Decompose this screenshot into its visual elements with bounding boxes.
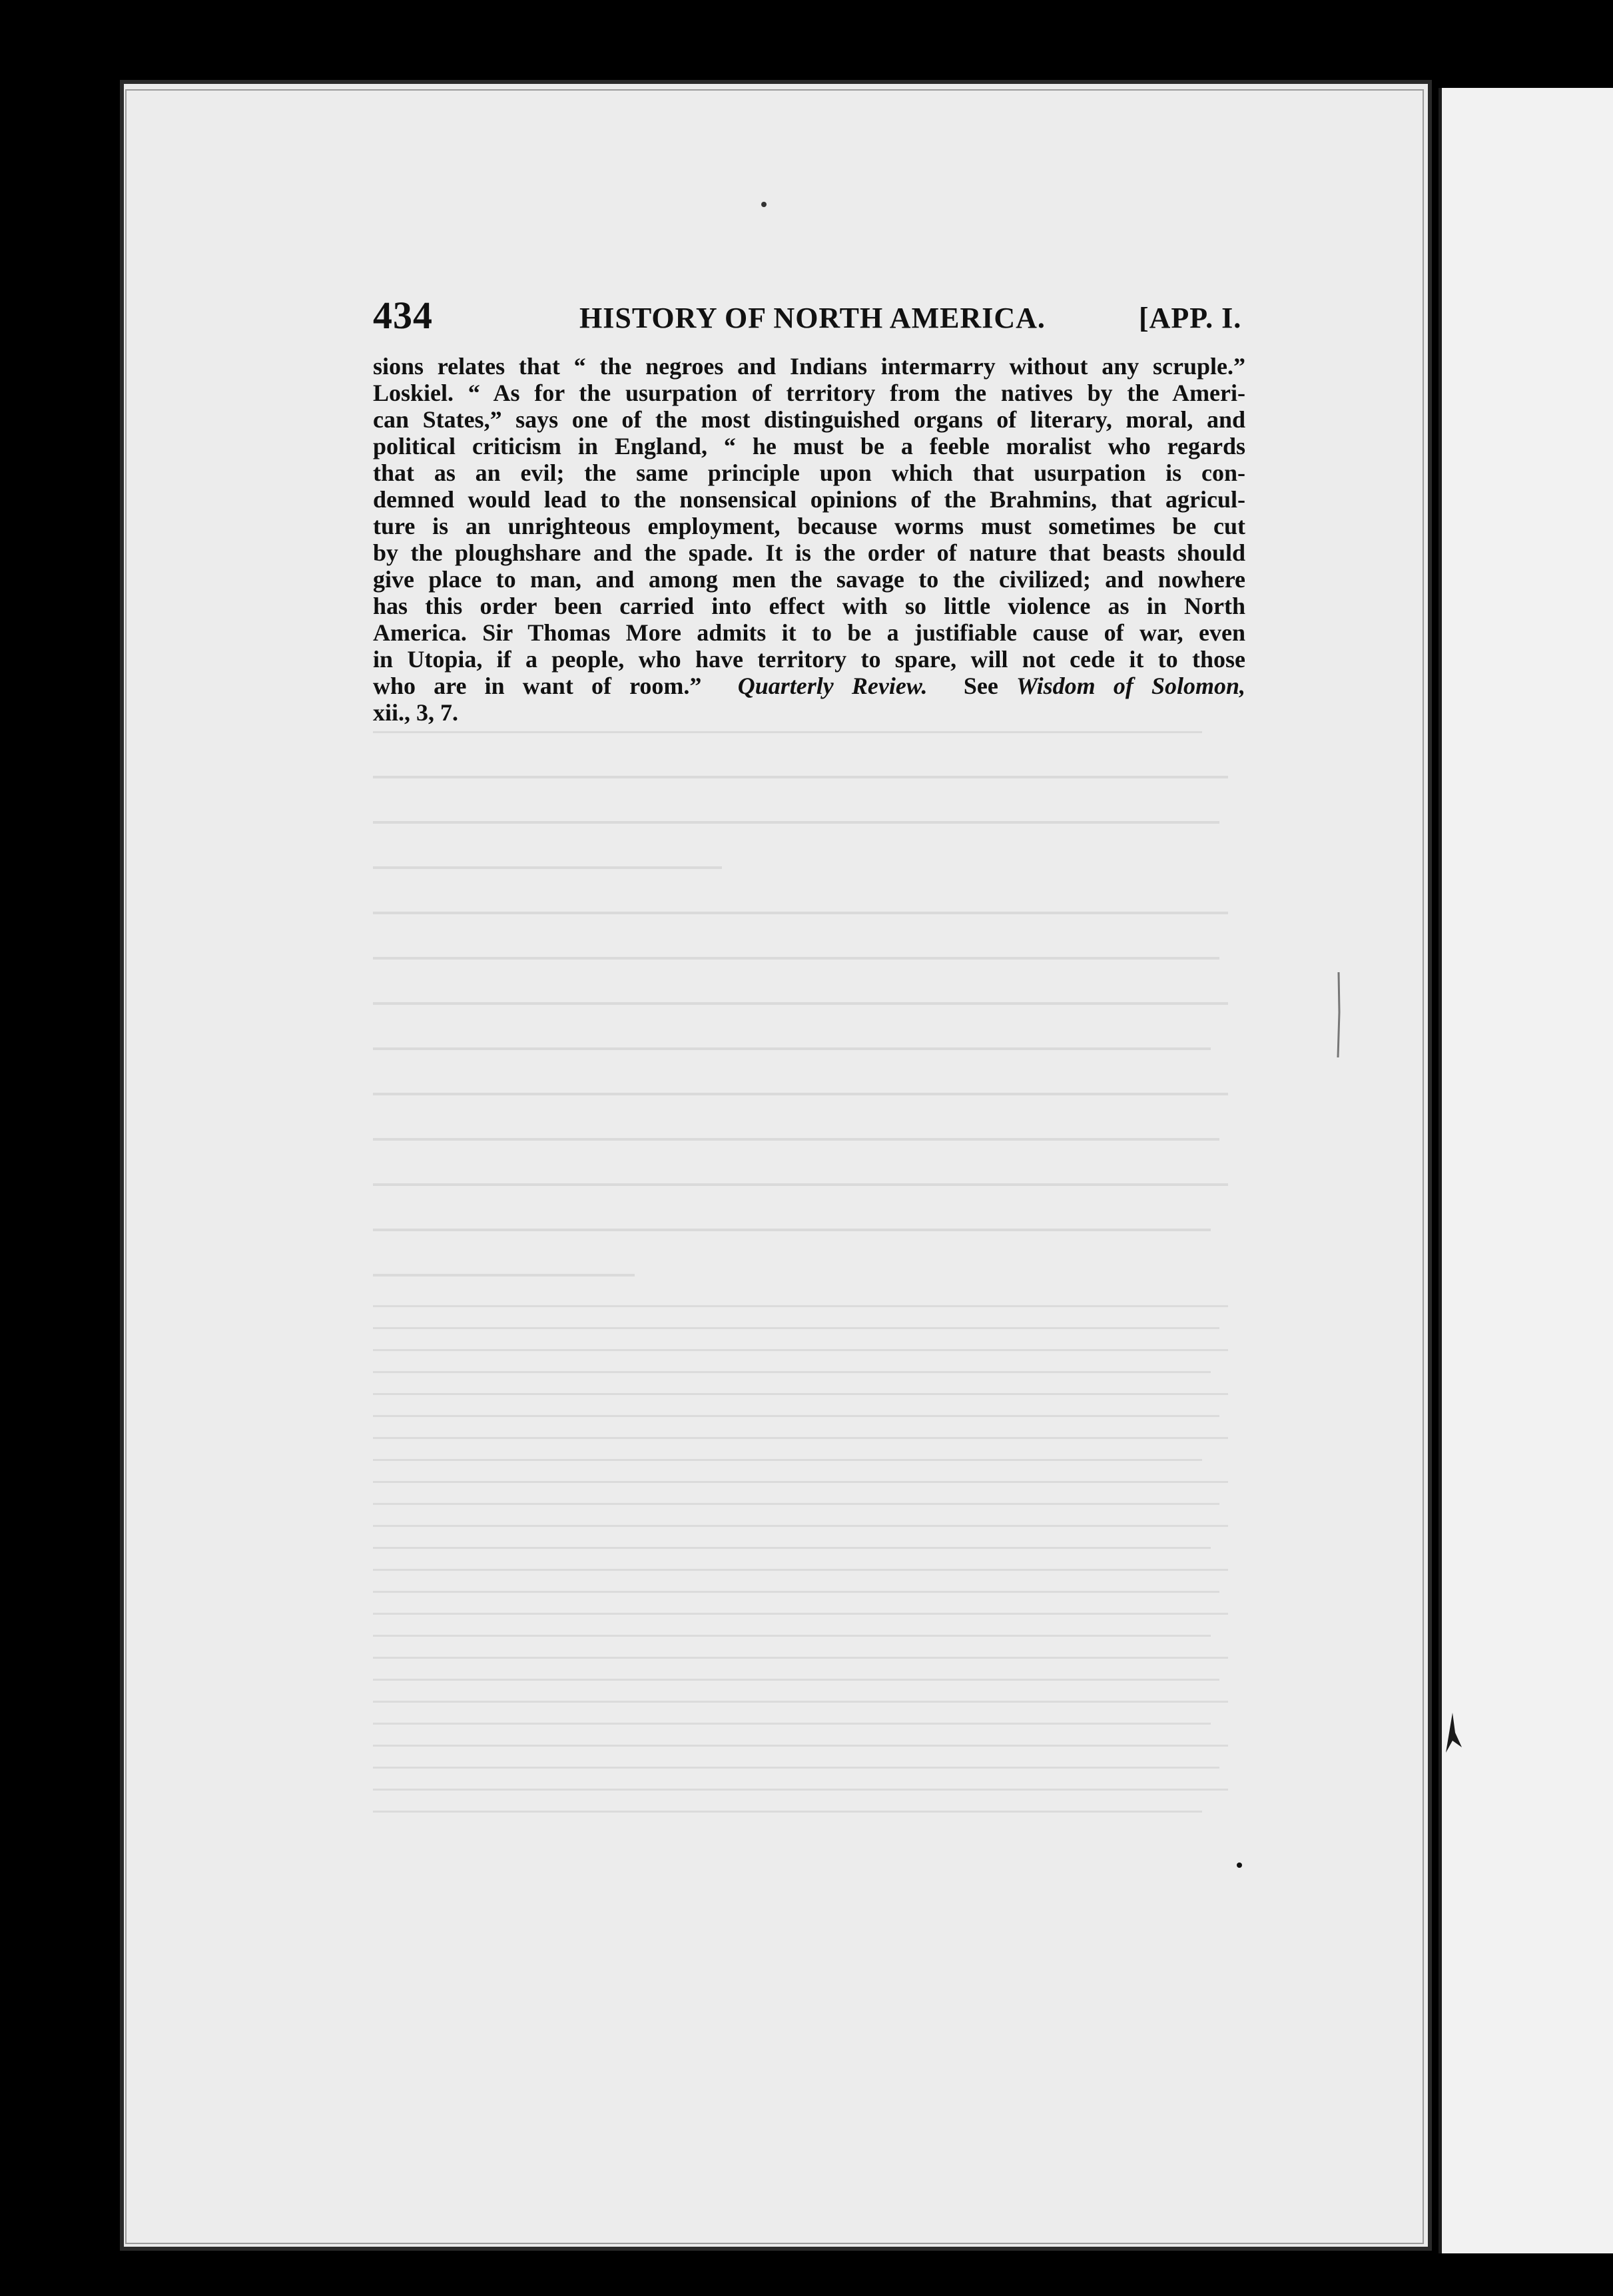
footnote-line: political criticism in England, “ he must be a feeble moralist who regards (373, 433, 1245, 459)
page-curl-mark-icon (1443, 1713, 1463, 1759)
page-number: 434 (373, 294, 433, 337)
footnote-line: can States,” says one of the most distinguished organs of literary, moral, and (373, 406, 1245, 433)
footnote-line-with-citations (373, 673, 1245, 699)
citation-wisdom-of-solomon: Wisdom of Solomon, (1016, 673, 1246, 699)
footnote-line: demned would lead to the nonsensical opinions of the Brahmins, that agricul- (373, 486, 1245, 513)
running-header (373, 293, 1252, 346)
show-through-text (373, 686, 1245, 1277)
footnote-line: Loskiel. “ As for the usurpation of territory from the natives by the Ameri- (373, 380, 1245, 406)
adjacent-page-edge (1439, 88, 1613, 2253)
ink-speck-icon (759, 200, 769, 209)
pencil-mark-icon (1335, 972, 1342, 1059)
footnote-line: in Utopia, if a people, who have territory to spare, will not cede it to those (373, 646, 1245, 673)
show-through-footnotes (373, 1305, 1245, 1833)
footnote-line: America. Sir Thomas More admits it to be a justifiable cause of war, even (373, 619, 1245, 646)
running-title: HISTORY OF NORTH AMERICA. (579, 302, 1046, 334)
footnote-line-start: who are in want of room.” (373, 673, 702, 699)
footnote-text (373, 353, 1245, 726)
footnote-line: sions relates that “ the negroes and Indians intermarry without any scruple.” (373, 353, 1245, 380)
footnote-final-line: xii., 3, 7. (373, 699, 459, 726)
footnote-line: by the ploughshare and the spade. It is the order of nature that beasts should (373, 539, 1245, 566)
footnote-line: has this order been carried into effect with so little violence as in North (373, 593, 1245, 619)
ink-speck-icon (1235, 1861, 1243, 1869)
footnote-line: ture is an unrighteous employment, because worms must sometimes be cut (373, 513, 1245, 539)
footnote-line: that as an evil; the same principle upon which that usurpation is con- (373, 459, 1245, 486)
citation-quarterly-review: Quarterly Review. (737, 673, 928, 699)
citation-connector: See (963, 673, 998, 699)
section-reference: [APP. I. (1139, 302, 1242, 334)
footnote-line: give place to man, and among men the savage to the civilized; and nowhere (373, 566, 1245, 593)
